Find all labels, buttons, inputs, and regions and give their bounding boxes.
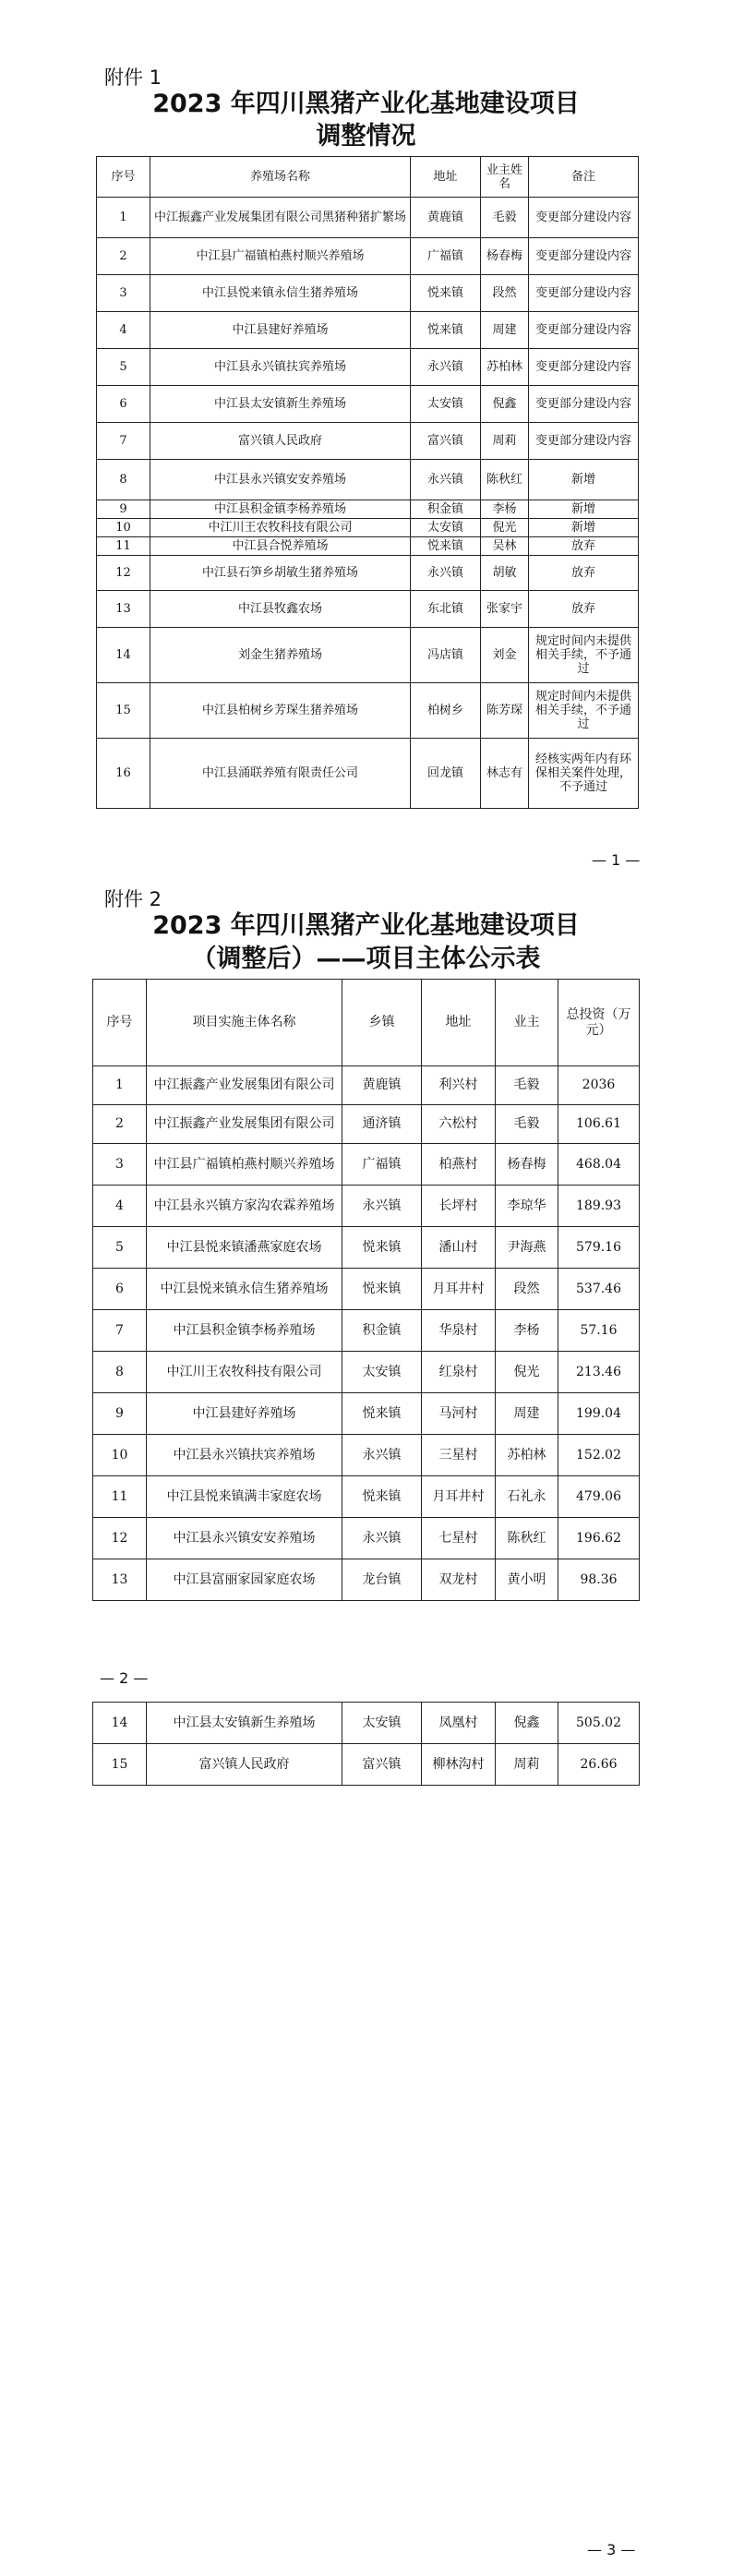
table-row — [93, 1744, 640, 1786]
table-cell: 段然 — [481, 275, 529, 312]
table-cell: 苏柏林 — [496, 1435, 558, 1476]
table-cell: 陈芳琛 — [481, 683, 529, 739]
table-cell: 三星村 — [422, 1435, 496, 1476]
table-cell: 七星村 — [422, 1518, 496, 1559]
header-cell: 业主姓名 — [481, 157, 529, 198]
table-cell: 利兴村 — [422, 1066, 496, 1105]
header-cell: 业主 — [496, 980, 558, 1066]
table-cell: 变更部分建设内容 — [529, 312, 639, 349]
table-cell: 放弃 — [529, 591, 639, 628]
table-cell: 冯店镇 — [411, 628, 481, 683]
table-cell: 悦来镇 — [342, 1476, 422, 1518]
table-cell: 经核实两年内有环保相关案件处理，不予通过 — [529, 739, 639, 809]
table-row — [97, 349, 639, 386]
table-cell: 柏树乡 — [411, 683, 481, 739]
table-cell: 永兴镇 — [411, 349, 481, 386]
header-cell: 项目实施主体名称 — [147, 980, 342, 1066]
table-cell: 广福镇 — [342, 1144, 422, 1186]
table-cell: 悦来镇 — [342, 1269, 422, 1310]
table-cell: 太安镇 — [411, 519, 481, 537]
table-cell: 凤凰村 — [422, 1703, 496, 1744]
table-cell: 中江县合悦养殖场 — [150, 537, 411, 556]
header-cell: 备注 — [529, 157, 639, 198]
table-cell: 152.02 — [558, 1435, 640, 1476]
table-cell: 505.02 — [558, 1703, 640, 1744]
table-row — [93, 1269, 640, 1310]
table-cell: 红泉村 — [422, 1352, 496, 1393]
table-cell: 579.16 — [558, 1227, 640, 1269]
table-row — [93, 1476, 640, 1518]
table-cell: 陈秋红 — [496, 1518, 558, 1559]
table-cell: 悦来镇 — [411, 312, 481, 349]
table-cell: 中江振鑫产业发展集团有限公司 — [147, 1066, 342, 1105]
table-cell: 中江县广福镇柏燕村顺兴养殖场 — [147, 1144, 342, 1186]
table-cell: 双龙村 — [422, 1559, 496, 1601]
table-cell: 华泉村 — [422, 1310, 496, 1352]
table-cell: 悦来镇 — [411, 537, 481, 556]
table-cell: 中江川王农牧科技有限公司 — [150, 519, 411, 537]
table-row — [97, 556, 639, 591]
table-cell: 15 — [97, 683, 150, 739]
adjustment-table — [96, 156, 639, 809]
table-cell: 月耳井村 — [422, 1269, 496, 1310]
table-cell: 2036 — [558, 1066, 640, 1105]
table-cell: 3 — [93, 1144, 147, 1186]
table-row — [97, 683, 639, 739]
project-table — [92, 979, 640, 1601]
table-row — [93, 1703, 640, 1744]
table-cell: 倪光 — [481, 519, 529, 537]
table-cell: 陈秋红 — [481, 460, 529, 500]
table-cell: 中江振鑫产业发展集团有限公司黑猪种猪扩繁场 — [150, 198, 411, 238]
table-cell: 段然 — [496, 1269, 558, 1310]
table-cell: 毛毅 — [481, 198, 529, 238]
annex-1-label: 附件 1 — [104, 66, 162, 89]
header-cell: 序号 — [97, 157, 150, 198]
table-cell: 中江县悦来镇潘燕家庭农场 — [147, 1227, 342, 1269]
table-cell: 苏柏林 — [481, 349, 529, 386]
page2-title-line2: （调整后）——项目主体公示表 — [191, 945, 541, 973]
table-cell: 中江县悦来镇永信生猪养殖场 — [147, 1269, 342, 1310]
table-cell: 柳林沟村 — [422, 1744, 496, 1786]
table-cell: 石礼永 — [496, 1476, 558, 1518]
table-cell: 16 — [97, 739, 150, 809]
table-cell: 196.62 — [558, 1518, 640, 1559]
table-cell: 通济镇 — [342, 1105, 422, 1144]
page-number: — 3 — — [587, 2541, 636, 2558]
table-cell: 黄小明 — [496, 1559, 558, 1601]
table-cell: 龙台镇 — [342, 1559, 422, 1601]
table-cell: 放弃 — [529, 537, 639, 556]
table-cell: 周建 — [481, 312, 529, 349]
table-row — [97, 460, 639, 500]
table-cell: 毛毅 — [496, 1066, 558, 1105]
table-cell: 11 — [97, 537, 150, 556]
table-row — [97, 591, 639, 628]
table-cell: 悦来镇 — [411, 275, 481, 312]
table-row — [97, 238, 639, 275]
table-cell: 变更部分建设内容 — [529, 423, 639, 460]
table-body — [93, 1703, 640, 1786]
table-cell: 中江县永兴镇扶宾养殖场 — [147, 1435, 342, 1476]
table-cell: 长坪村 — [422, 1186, 496, 1227]
table-cell: 积金镇 — [411, 500, 481, 519]
table-cell: 杨春梅 — [496, 1144, 558, 1186]
table-cell: 5 — [93, 1227, 147, 1269]
table-cell: 太安镇 — [411, 386, 481, 423]
table-row — [97, 275, 639, 312]
table-cell: 189.93 — [558, 1186, 640, 1227]
table-row — [97, 312, 639, 349]
table-cell: 中江县太安镇新生养殖场 — [147, 1703, 342, 1744]
table-cell: 15 — [93, 1744, 147, 1786]
table-cell: 广福镇 — [411, 238, 481, 275]
table-cell: 悦来镇 — [342, 1393, 422, 1435]
table-cell: 悦来镇 — [342, 1227, 422, 1269]
table-row — [97, 519, 639, 537]
table-cell: 太安镇 — [342, 1703, 422, 1744]
table-cell: 规定时间内未提供相关手续，不予通过 — [529, 628, 639, 683]
table-cell: 永兴镇 — [342, 1518, 422, 1559]
table-cell: 98.36 — [558, 1559, 640, 1601]
table-cell: 富兴镇 — [411, 423, 481, 460]
table-row — [93, 1105, 640, 1144]
table-cell: 中江县富丽家园家庭农场 — [147, 1559, 342, 1601]
table-row — [93, 1144, 640, 1186]
table-cell: 月耳井村 — [422, 1476, 496, 1518]
table-row — [97, 500, 639, 519]
table-cell: 4 — [93, 1186, 147, 1227]
table-cell: 变更部分建设内容 — [529, 386, 639, 423]
table-cell: 杨春梅 — [481, 238, 529, 275]
table-cell: 中江县积金镇李杨养殖场 — [150, 500, 411, 519]
table-cell: 永兴镇 — [342, 1435, 422, 1476]
page1-title-line1: 2023 年四川黑猪产业化基地建设项目 — [152, 90, 580, 118]
header-cell: 地址 — [411, 157, 481, 198]
table-cell: 7 — [97, 423, 150, 460]
table-cell: 479.06 — [558, 1476, 640, 1518]
table-cell: 新增 — [529, 519, 639, 537]
table-cell: 199.04 — [558, 1393, 640, 1435]
table-cell: 中江县永兴镇安安养殖场 — [150, 460, 411, 500]
table-cell: 中江县永兴镇扶宾养殖场 — [150, 349, 411, 386]
table-cell: 永兴镇 — [411, 460, 481, 500]
page-number: — 1 — — [592, 851, 641, 869]
table-cell: 新增 — [529, 460, 639, 500]
table-cell: 倪鑫 — [481, 386, 529, 423]
table-row — [93, 1435, 640, 1476]
table-cell: 变更部分建设内容 — [529, 238, 639, 275]
table-cell: 倪鑫 — [496, 1703, 558, 1744]
project-table-continued — [92, 1702, 640, 1786]
table-cell: 12 — [97, 556, 150, 591]
table-header — [97, 157, 639, 198]
table-cell: 4 — [97, 312, 150, 349]
table-cell: 富兴镇 — [342, 1744, 422, 1786]
table-row — [97, 386, 639, 423]
table-cell: 468.04 — [558, 1144, 640, 1186]
table-cell: 吴林 — [481, 537, 529, 556]
table-cell: 中江县石笋乡胡敏生猪养殖场 — [150, 556, 411, 591]
table-row — [93, 1186, 640, 1227]
table-cell: 中江县柏树乡芳琛生猪养殖场 — [150, 683, 411, 739]
table-cell: 林志有 — [481, 739, 529, 809]
table-cell: 9 — [93, 1393, 147, 1435]
table-cell: 变更部分建设内容 — [529, 349, 639, 386]
table-cell: 2 — [97, 238, 150, 275]
table-cell: 周莉 — [481, 423, 529, 460]
table-cell: 11 — [93, 1476, 147, 1518]
table-cell: 中江县广福镇柏燕村顺兴养殖场 — [150, 238, 411, 275]
table-cell: 李杨 — [481, 500, 529, 519]
table-cell: 1 — [93, 1066, 147, 1105]
table-cell: 中江县建好养殖场 — [147, 1393, 342, 1435]
table-cell: 张家宇 — [481, 591, 529, 628]
table-cell: 7 — [93, 1310, 147, 1352]
table-cell: 10 — [97, 519, 150, 537]
table-cell: 周建 — [496, 1393, 558, 1435]
table-cell: 14 — [93, 1703, 147, 1744]
table-cell: 6 — [93, 1269, 147, 1310]
table-cell: 537.46 — [558, 1269, 640, 1310]
table-cell: 12 — [93, 1518, 147, 1559]
table-cell: 213.46 — [558, 1352, 640, 1393]
table-cell: 马河村 — [422, 1393, 496, 1435]
table-cell: 8 — [97, 460, 150, 500]
header-cell: 地址 — [422, 980, 496, 1066]
table-cell: 8 — [93, 1352, 147, 1393]
table-cell: 1 — [97, 198, 150, 238]
table-header — [93, 980, 640, 1066]
table-cell: 六松村 — [422, 1105, 496, 1144]
table-cell: 13 — [97, 591, 150, 628]
table-cell: 倪光 — [496, 1352, 558, 1393]
table-row — [93, 1310, 640, 1352]
table-cell: 放弃 — [529, 556, 639, 591]
table-cell: 中江振鑫产业发展集团有限公司 — [147, 1105, 342, 1144]
table-cell: 变更部分建设内容 — [529, 198, 639, 238]
table-cell: 变更部分建设内容 — [529, 275, 639, 312]
table-cell: 新增 — [529, 500, 639, 519]
table-cell: 毛毅 — [496, 1105, 558, 1144]
table-cell: 106.61 — [558, 1105, 640, 1144]
table-cell: 胡敏 — [481, 556, 529, 591]
table-cell: 2 — [93, 1105, 147, 1144]
table-cell: 周莉 — [496, 1744, 558, 1786]
table-cell: 中江县积金镇李杨养殖场 — [147, 1310, 342, 1352]
table-row — [93, 1559, 640, 1601]
table-cell: 中江县牧鑫农场 — [150, 591, 411, 628]
table-row — [97, 198, 639, 238]
table-cell: 柏燕村 — [422, 1144, 496, 1186]
table-body — [97, 198, 639, 809]
table-row — [93, 1393, 640, 1435]
table-cell: 14 — [97, 628, 150, 683]
table-row — [97, 628, 639, 683]
table-cell: 规定时间内未提供相关手续，不予通过 — [529, 683, 639, 739]
table-cell: 回龙镇 — [411, 739, 481, 809]
table-cell: 李杨 — [496, 1310, 558, 1352]
table-cell: 富兴镇人民政府 — [147, 1744, 342, 1786]
table-cell: 积金镇 — [342, 1310, 422, 1352]
table-row — [93, 1518, 640, 1559]
table-cell: 永兴镇 — [411, 556, 481, 591]
table-cell: 中江县涌联养殖有限责任公司 — [150, 739, 411, 809]
table-cell: 富兴镇人民政府 — [150, 423, 411, 460]
table-cell: 中江县太安镇新生养殖场 — [150, 386, 411, 423]
page-number: — 2 — — [100, 1669, 149, 1687]
table-cell: 黄鹿镇 — [411, 198, 481, 238]
table-cell: 5 — [97, 349, 150, 386]
annex-2-label: 附件 2 — [104, 888, 162, 910]
header-cell: 总投资（万元） — [558, 980, 640, 1066]
page2-title-line1: 2023 年四川黑猪产业化基地建设项目 — [152, 911, 580, 940]
table-cell: 潘山村 — [422, 1227, 496, 1269]
table-cell: 9 — [97, 500, 150, 519]
table-row — [93, 1227, 640, 1269]
table-row — [97, 537, 639, 556]
page1-title-line2: 调整情况 — [316, 122, 416, 150]
table-cell: 中江县永兴镇方家沟农霖养殖场 — [147, 1186, 342, 1227]
table-cell: 10 — [93, 1435, 147, 1476]
header-cell: 乡镇 — [342, 980, 422, 1066]
table-row — [93, 1352, 640, 1393]
table-cell: 13 — [93, 1559, 147, 1601]
table-cell: 中江川王农牧科技有限公司 — [147, 1352, 342, 1393]
table-cell: 刘金生猪养殖场 — [150, 628, 411, 683]
table-cell: 6 — [97, 386, 150, 423]
table-cell: 中江县建好养殖场 — [150, 312, 411, 349]
table-cell: 刘金 — [481, 628, 529, 683]
table-row — [97, 739, 639, 809]
table-cell: 永兴镇 — [342, 1186, 422, 1227]
table-row — [97, 423, 639, 460]
table-cell: 26.66 — [558, 1744, 640, 1786]
table-cell: 黄鹿镇 — [342, 1066, 422, 1105]
table-cell: 东北镇 — [411, 591, 481, 628]
table-cell: 3 — [97, 275, 150, 312]
header-cell: 序号 — [93, 980, 147, 1066]
header-cell: 养殖场名称 — [150, 157, 411, 198]
table-body — [93, 1066, 640, 1601]
table-cell: 中江县悦来镇满丰家庭农场 — [147, 1476, 342, 1518]
table-cell: 尹海燕 — [496, 1227, 558, 1269]
table-cell: 李琼华 — [496, 1186, 558, 1227]
table-cell: 57.16 — [558, 1310, 640, 1352]
table-row — [93, 1066, 640, 1105]
table-cell: 中江县悦来镇永信生猪养殖场 — [150, 275, 411, 312]
table-cell: 太安镇 — [342, 1352, 422, 1393]
table-cell: 中江县永兴镇安安养殖场 — [147, 1518, 342, 1559]
